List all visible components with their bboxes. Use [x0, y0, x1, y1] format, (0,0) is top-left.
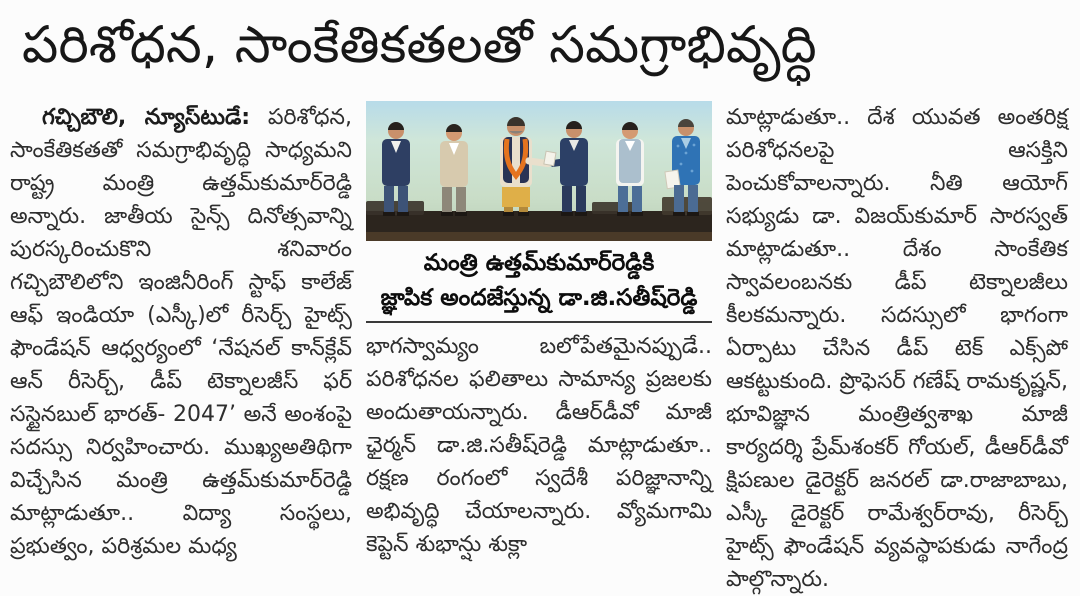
column-middle-text: భాగస్వామ్యం బలోపేతమైనప్పుడే.. పరిశోధనల ఫలితాలు సామాన్య ప్రజలకు అందుతాయన్నారు. డీఆర్‌డీవో మాజీ ఛైర్మన్ డా.జి.సతీష్‌రెడ్డి మాట్లాడుతూ.. రక్షణ రంగంలో స్వదేశీ పరిజ్ఞానాన్ని అభివృద్ధి చేయాలన్నారు. వ్యోమగామి కెప్టెన్ శుభాన్షు శుక్లా — [366, 334, 712, 557]
caption-divider — [366, 321, 712, 323]
column-right — [726, 101, 1068, 596]
photo-caption — [366, 246, 712, 316]
stage-photo — [366, 101, 712, 316]
column-left-paragraph — [10, 101, 352, 563]
photo-caption-line2: జ్ఞాపిక అందజేస్తున్న డా.జి.సతీష్‌రెడ్డి — [380, 285, 698, 311]
memento-paper — [544, 151, 556, 166]
article-body — [0, 95, 1080, 596]
column-middle — [366, 101, 712, 561]
stage-photo-graphic — [366, 101, 712, 241]
column-right-text: మాట్లాడుతూ.. దేశ యువత అంతరిక్ష పరిశోధనలపై ఆసక్తిని పెంచుకోవాలన్నారు. నీతి ఆయోగ్ సభ్యుడు డా. విజయ్‌కుమార్ సారస్వత్ మాట్లాడుతూ.. దేశం సాంకేతిక స్వావలంబనకు డీప్ టెక్నాలజీలు కీలకమన్నారు. సదస్సులో భాగంగా ఏర్పాటు చేసిన డీప్ టెక్ ఎక్స్‌పో ఆకట్టుకుంది. ప్రొఫెసర్ గణేష్ రామకృష్ణన్, భూవిజ్ఞాన మంత్రిత్వశాఖ మాజీ కార్యదర్శి ప్రేమ్‌శంకర్ గోయల్, డీఆర్‌డీవో క్షిపణుల డైరెక్టర్ జనరల్ డా.రాజాబాబు, ఎస్కీ డైరెక్టర్ రామేశ్వర్‌రావు, రీసెర్చ్ హైట్స్ ఫౌండేషన్ వ్యవస్థాపకుడు నాగేంద్ర పాల్గొన్నారు. — [726, 105, 1068, 592]
stage-floor-edge — [366, 232, 712, 241]
article-headline: పరిశోధన, సాంకేతికతలతో సమగ్రాభివృద్ధి — [22, 16, 817, 75]
column-left — [10, 101, 352, 563]
dateline: గచ్చిబౌలి, న్యూస్‌టుడే: — [42, 105, 251, 130]
column-left-text: పరిశోధన, సాంకేతికతతో సమగ్రాభివృద్ధి సాధ్యమని రాష్ట్ర మంత్రి ఉత్తమ్‌కుమార్‌రెడ్డి అన్నారు. జాతీయ సైన్స్ దినోత్సవాన్ని పురస్కరించుకొని శనివారం గచ్చిబౌలిలోని ఇంజినీరింగ్ స్టాఫ్ కాలేజ్ ఆఫ్ ఇండియా (ఎస్కీ)లో రీసెర్చ్ హైట్స్ ఫౌండేషన్ ఆధ్వర్యంలో ‘నేషనల్ కాన్‌క్లేవ్ ఆన్ రీసెర్చ్, డీప్ టెక్నాలజీస్ ఫర్ సస్టైనబుల్ భారత్- 2047’ అనే అంశంపై సదస్సు నిర్వహించారు. ముఖ్యఅతిథిగా విచ్చేసిన మంత్రి ఉత్తమ్‌కుమార్‌రెడ్డి మాట్లాడుతూ.. విద్యా సంస్థలు, ప్రభుత్వం, పరిశ్రమల మధ్య — [10, 105, 352, 559]
photo-caption-line1: మంత్రి ఉత్తమ్‌కుమార్‌రెడ్డికి — [423, 250, 655, 276]
